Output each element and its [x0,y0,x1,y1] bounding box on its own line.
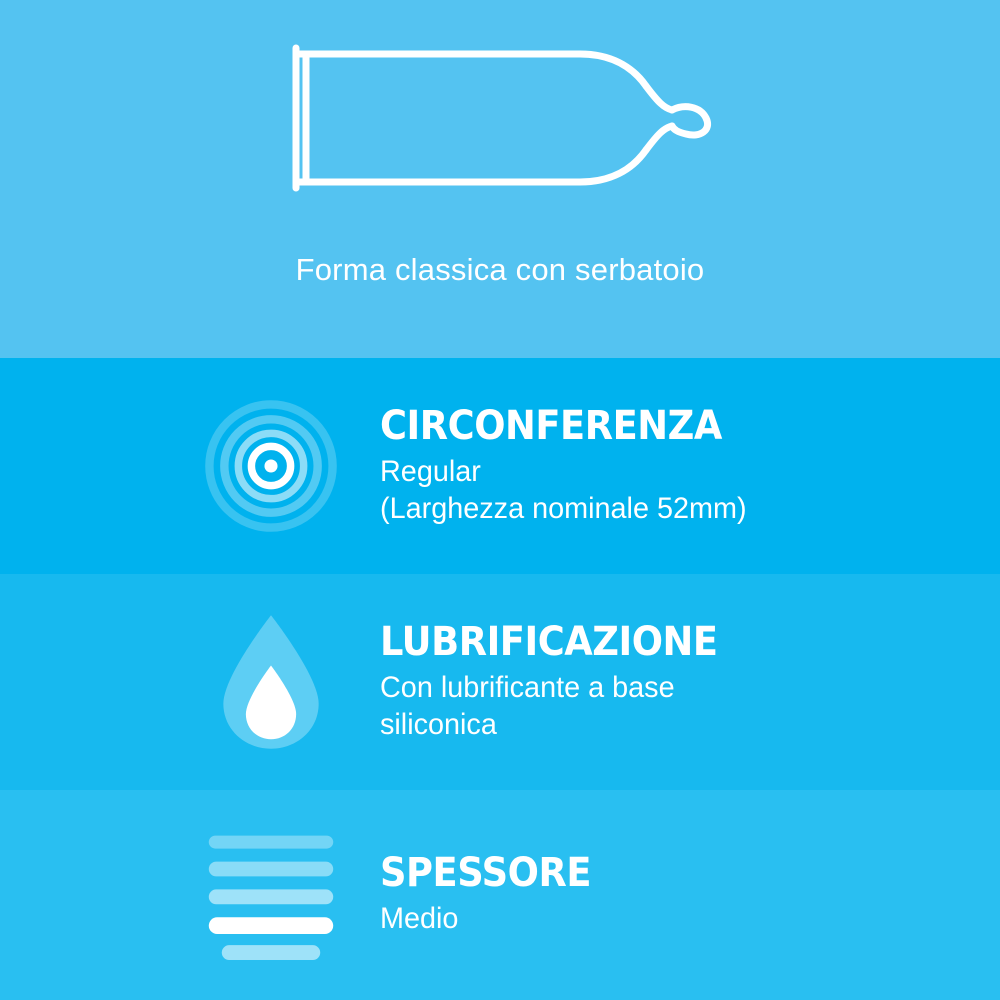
thickness-bars-icon [196,790,346,1000]
feature-row-lubrificazione [0,574,1000,790]
feature-text-lubrificazione [380,618,747,744]
condom-outline-icon [280,40,720,200]
concentric-circles-icon [196,358,346,574]
hero-caption: Forma classica con serbatoio [295,252,705,287]
feature-row-spessore [0,790,1000,1000]
feature-subtitle-line-1: Con lubrificante a base [380,670,675,704]
hero-panel [0,0,1000,358]
water-drop-icon [196,574,346,790]
feature-title: LUBRIFICAZIONE [380,618,718,665]
feature-row-circonferenza [0,358,1000,574]
feature-subtitle-line-2: (Larghezza nominale 52mm) [380,492,747,525]
feature-subtitle-line-1: Medio [380,902,459,936]
feature-text-circonferenza [380,402,762,528]
feature-text-spessore [380,852,609,938]
feature-title: CIRCONFERENZA [380,402,722,449]
feature-subtitle-line-2: siliconica [380,708,497,741]
feature-title: SPESSORE [380,850,592,897]
feature-subtitle-line-1: Regular [380,454,481,488]
